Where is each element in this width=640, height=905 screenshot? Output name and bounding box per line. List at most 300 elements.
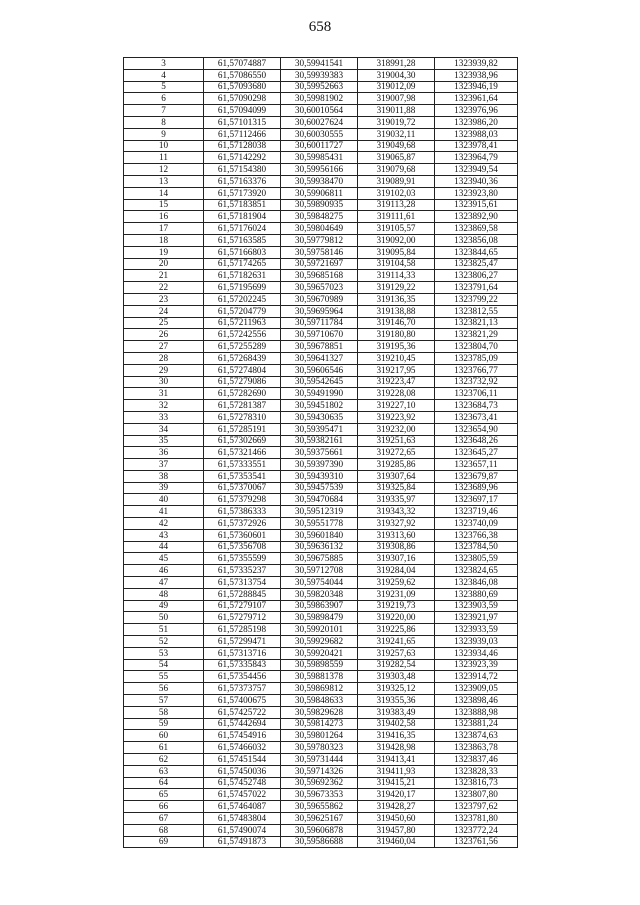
point-number-cell: 37 (124, 459, 204, 471)
y-coordinate-cell: 1323949,54 (435, 164, 518, 176)
point-number-cell: 41 (124, 506, 204, 518)
longitude-cell: 30,59695964 (281, 305, 358, 317)
y-coordinate-cell: 1323784,50 (435, 541, 518, 553)
point-number-cell: 38 (124, 470, 204, 482)
y-coordinate-cell: 1323673,41 (435, 411, 518, 423)
y-coordinate-cell: 1323684,73 (435, 400, 518, 412)
x-coordinate-cell: 319416,35 (358, 730, 435, 742)
y-coordinate-cell: 1323946,19 (435, 81, 518, 93)
y-coordinate-cell: 1323797,62 (435, 801, 518, 813)
longitude-cell: 30,59670989 (281, 293, 358, 305)
point-number-cell: 15 (124, 199, 204, 211)
x-coordinate-cell: 319411,93 (358, 765, 435, 777)
longitude-cell: 30,59542645 (281, 376, 358, 388)
x-coordinate-cell: 319313,60 (358, 529, 435, 541)
table-row (124, 494, 518, 506)
y-coordinate-cell: 1323799,22 (435, 293, 518, 305)
longitude-cell: 30,59848633 (281, 695, 358, 707)
x-coordinate-cell: 319415,21 (358, 777, 435, 789)
latitude-cell: 61,57299471 (204, 636, 281, 648)
point-number-cell: 66 (124, 801, 204, 813)
y-coordinate-cell: 1323804,70 (435, 341, 518, 353)
latitude-cell: 61,57400675 (204, 695, 281, 707)
point-number-cell: 57 (124, 695, 204, 707)
point-number-cell: 18 (124, 234, 204, 246)
longitude-cell: 30,59952663 (281, 81, 358, 93)
y-coordinate-cell: 1323880,69 (435, 588, 518, 600)
longitude-cell: 30,59890935 (281, 199, 358, 211)
y-coordinate-cell: 1323939,82 (435, 58, 518, 70)
y-coordinate-cell: 1323978,41 (435, 140, 518, 152)
latitude-cell: 61,57425722 (204, 706, 281, 718)
table-row (124, 317, 518, 329)
point-number-cell: 65 (124, 789, 204, 801)
longitude-cell: 30,59956166 (281, 164, 358, 176)
table-row (124, 341, 518, 353)
longitude-cell: 30,59375661 (281, 447, 358, 459)
latitude-cell: 61,57166803 (204, 246, 281, 258)
table-row (124, 69, 518, 81)
longitude-cell: 30,59397390 (281, 459, 358, 471)
table-row (124, 105, 518, 117)
table-row (124, 659, 518, 671)
latitude-cell: 61,57128038 (204, 140, 281, 152)
latitude-cell: 61,57204779 (204, 305, 281, 317)
longitude-cell: 30,59395471 (281, 423, 358, 435)
latitude-cell: 61,57093680 (204, 81, 281, 93)
table-row (124, 388, 518, 400)
table-row (124, 482, 518, 494)
point-number-cell: 23 (124, 293, 204, 305)
x-coordinate-cell: 319343,32 (358, 506, 435, 518)
x-coordinate-cell: 319231,09 (358, 588, 435, 600)
point-number-cell: 67 (124, 813, 204, 825)
longitude-cell: 30,59625167 (281, 813, 358, 825)
point-number-cell: 28 (124, 352, 204, 364)
longitude-cell: 30,59898559 (281, 659, 358, 671)
latitude-cell: 61,57279107 (204, 600, 281, 612)
latitude-cell: 61,57181904 (204, 211, 281, 223)
table-row (124, 695, 518, 707)
longitude-cell: 30,59712708 (281, 565, 358, 577)
latitude-cell: 61,57154380 (204, 164, 281, 176)
table-row (124, 730, 518, 742)
longitude-cell: 30,59512319 (281, 506, 358, 518)
latitude-cell: 61,57086550 (204, 69, 281, 81)
y-coordinate-cell: 1323807,80 (435, 789, 518, 801)
table-row (124, 152, 518, 164)
latitude-cell: 61,57457022 (204, 789, 281, 801)
x-coordinate-cell: 319272,65 (358, 447, 435, 459)
point-number-cell: 6 (124, 93, 204, 105)
latitude-cell: 61,57094099 (204, 105, 281, 117)
table-row (124, 459, 518, 471)
longitude-cell: 30,59920421 (281, 647, 358, 659)
x-coordinate-cell: 319105,57 (358, 223, 435, 235)
y-coordinate-cell: 1323806,27 (435, 270, 518, 282)
latitude-cell: 61,57142292 (204, 152, 281, 164)
y-coordinate-cell: 1323914,72 (435, 671, 518, 683)
latitude-cell: 61,57173920 (204, 187, 281, 199)
longitude-cell: 30,59941541 (281, 58, 358, 70)
y-coordinate-cell: 1323732,92 (435, 376, 518, 388)
point-number-cell: 14 (124, 187, 204, 199)
x-coordinate-cell: 319104,58 (358, 258, 435, 270)
table-row (124, 518, 518, 530)
longitude-cell: 30,59754044 (281, 577, 358, 589)
latitude-cell: 61,57174265 (204, 258, 281, 270)
x-coordinate-cell: 319089,91 (358, 175, 435, 187)
longitude-cell: 30,60030555 (281, 128, 358, 140)
x-coordinate-cell: 319217,95 (358, 364, 435, 376)
point-number-cell: 49 (124, 600, 204, 612)
longitude-cell: 30,59721697 (281, 258, 358, 270)
point-number-cell: 59 (124, 718, 204, 730)
point-number-cell: 39 (124, 482, 204, 494)
point-number-cell: 36 (124, 447, 204, 459)
latitude-cell: 61,57442694 (204, 718, 281, 730)
latitude-cell: 61,57202245 (204, 293, 281, 305)
latitude-cell: 61,57313716 (204, 647, 281, 659)
longitude-cell: 30,59711784 (281, 317, 358, 329)
table-row (124, 577, 518, 589)
x-coordinate-cell: 319420,17 (358, 789, 435, 801)
point-number-cell: 33 (124, 411, 204, 423)
x-coordinate-cell: 318991,28 (358, 58, 435, 70)
longitude-cell: 30,59881378 (281, 671, 358, 683)
y-coordinate-cell: 1323986,20 (435, 116, 518, 128)
point-number-cell: 12 (124, 164, 204, 176)
longitude-cell: 30,59586688 (281, 836, 358, 848)
table-row (124, 293, 518, 305)
latitude-cell: 61,57163585 (204, 234, 281, 246)
latitude-cell: 61,57466032 (204, 742, 281, 754)
longitude-cell: 30,59938470 (281, 175, 358, 187)
x-coordinate-cell: 319227,10 (358, 400, 435, 412)
point-number-cell: 20 (124, 258, 204, 270)
table-row (124, 223, 518, 235)
latitude-cell: 61,57313754 (204, 577, 281, 589)
table-row (124, 81, 518, 93)
table-row (124, 624, 518, 636)
latitude-cell: 61,57379298 (204, 494, 281, 506)
longitude-cell: 30,59606878 (281, 824, 358, 836)
latitude-cell: 61,57285191 (204, 423, 281, 435)
point-number-cell: 16 (124, 211, 204, 223)
longitude-cell: 30,59820348 (281, 588, 358, 600)
longitude-cell: 30,59685168 (281, 270, 358, 282)
x-coordinate-cell: 319284,04 (358, 565, 435, 577)
latitude-cell: 61,57268439 (204, 352, 281, 364)
y-coordinate-cell: 1323645,27 (435, 447, 518, 459)
y-coordinate-cell: 1323816,73 (435, 777, 518, 789)
longitude-cell: 30,59714326 (281, 765, 358, 777)
latitude-cell: 61,57464087 (204, 801, 281, 813)
longitude-cell: 30,59929682 (281, 636, 358, 648)
table-row (124, 754, 518, 766)
x-coordinate-cell: 319219,73 (358, 600, 435, 612)
point-number-cell: 30 (124, 376, 204, 388)
x-coordinate-cell: 319325,12 (358, 683, 435, 695)
longitude-cell: 30,59451802 (281, 400, 358, 412)
latitude-cell: 61,57386333 (204, 506, 281, 518)
longitude-cell: 30,59906811 (281, 187, 358, 199)
y-coordinate-cell: 1323961,64 (435, 93, 518, 105)
point-number-cell: 11 (124, 152, 204, 164)
longitude-cell: 30,59673353 (281, 789, 358, 801)
x-coordinate-cell: 319355,36 (358, 695, 435, 707)
y-coordinate-cell: 1323791,64 (435, 282, 518, 294)
longitude-cell: 30,59710670 (281, 329, 358, 341)
x-coordinate-cell: 319303,48 (358, 671, 435, 683)
point-number-cell: 62 (124, 754, 204, 766)
x-coordinate-cell: 319428,98 (358, 742, 435, 754)
table-row (124, 258, 518, 270)
table-row (124, 801, 518, 813)
x-coordinate-cell: 319457,80 (358, 824, 435, 836)
table-row (124, 470, 518, 482)
table-row (124, 423, 518, 435)
point-number-cell: 64 (124, 777, 204, 789)
longitude-cell: 30,60010564 (281, 105, 358, 117)
latitude-cell: 61,57355599 (204, 553, 281, 565)
table-row (124, 813, 518, 825)
latitude-cell: 61,57450036 (204, 765, 281, 777)
x-coordinate-cell: 319383,49 (358, 706, 435, 718)
longitude-cell: 30,59731444 (281, 754, 358, 766)
latitude-cell: 61,57451544 (204, 754, 281, 766)
point-number-cell: 8 (124, 116, 204, 128)
x-coordinate-cell: 319335,97 (358, 494, 435, 506)
y-coordinate-cell: 1323766,38 (435, 529, 518, 541)
longitude-cell: 30,59430635 (281, 411, 358, 423)
longitude-cell: 30,59898479 (281, 612, 358, 624)
longitude-cell: 30,59801264 (281, 730, 358, 742)
latitude-cell: 61,57211963 (204, 317, 281, 329)
table-row (124, 541, 518, 553)
table-row (124, 565, 518, 577)
x-coordinate-cell: 319285,86 (358, 459, 435, 471)
table-row (124, 364, 518, 376)
y-coordinate-cell: 1323740,09 (435, 518, 518, 530)
latitude-cell: 61,57490074 (204, 824, 281, 836)
x-coordinate-cell: 319004,30 (358, 69, 435, 81)
y-coordinate-cell: 1323706,11 (435, 388, 518, 400)
point-number-cell: 43 (124, 529, 204, 541)
point-number-cell: 61 (124, 742, 204, 754)
table-row (124, 140, 518, 152)
point-number-cell: 53 (124, 647, 204, 659)
y-coordinate-cell: 1323923,80 (435, 187, 518, 199)
x-coordinate-cell: 319079,68 (358, 164, 435, 176)
y-coordinate-cell: 1323821,13 (435, 317, 518, 329)
longitude-cell: 30,59601840 (281, 529, 358, 541)
longitude-cell: 30,59382161 (281, 435, 358, 447)
point-number-cell: 47 (124, 577, 204, 589)
point-number-cell: 3 (124, 58, 204, 70)
longitude-cell: 30,59491990 (281, 388, 358, 400)
table-row (124, 376, 518, 388)
y-coordinate-cell: 1323697,17 (435, 494, 518, 506)
point-number-cell: 60 (124, 730, 204, 742)
latitude-cell: 61,57112466 (204, 128, 281, 140)
x-coordinate-cell: 319092,00 (358, 234, 435, 246)
x-coordinate-cell: 319114,33 (358, 270, 435, 282)
table-row (124, 777, 518, 789)
point-number-cell: 42 (124, 518, 204, 530)
latitude-cell: 61,57333551 (204, 459, 281, 471)
y-coordinate-cell: 1323772,24 (435, 824, 518, 836)
x-coordinate-cell: 319450,60 (358, 813, 435, 825)
point-number-cell: 19 (124, 246, 204, 258)
latitude-cell: 61,57195699 (204, 282, 281, 294)
table-row (124, 789, 518, 801)
table-row (124, 671, 518, 683)
y-coordinate-cell: 1323805,59 (435, 553, 518, 565)
table-row (124, 199, 518, 211)
point-number-cell: 9 (124, 128, 204, 140)
latitude-cell: 61,57335237 (204, 565, 281, 577)
point-number-cell: 58 (124, 706, 204, 718)
x-coordinate-cell: 319210,45 (358, 352, 435, 364)
x-coordinate-cell: 319327,92 (358, 518, 435, 530)
y-coordinate-cell: 1323888,98 (435, 706, 518, 718)
point-number-cell: 69 (124, 836, 204, 848)
x-coordinate-cell: 319095,84 (358, 246, 435, 258)
table-row (124, 506, 518, 518)
x-coordinate-cell: 319019,72 (358, 116, 435, 128)
x-coordinate-cell: 319428,27 (358, 801, 435, 813)
x-coordinate-cell: 319307,64 (358, 470, 435, 482)
latitude-cell: 61,57101315 (204, 116, 281, 128)
table-row (124, 305, 518, 317)
point-number-cell: 40 (124, 494, 204, 506)
latitude-cell: 61,57483804 (204, 813, 281, 825)
longitude-cell: 30,59657023 (281, 282, 358, 294)
coordinates-table (123, 57, 518, 848)
x-coordinate-cell: 319225,86 (358, 624, 435, 636)
x-coordinate-cell: 319308,86 (358, 541, 435, 553)
y-coordinate-cell: 1323719,46 (435, 506, 518, 518)
latitude-cell: 61,57321466 (204, 447, 281, 459)
table-row (124, 636, 518, 648)
table-row (124, 187, 518, 199)
x-coordinate-cell: 319138,88 (358, 305, 435, 317)
table-row (124, 647, 518, 659)
longitude-cell: 30,59780323 (281, 742, 358, 754)
table-row (124, 447, 518, 459)
y-coordinate-cell: 1323892,90 (435, 211, 518, 223)
table-row (124, 164, 518, 176)
longitude-cell: 30,59439310 (281, 470, 358, 482)
latitude-cell: 61,57183851 (204, 199, 281, 211)
x-coordinate-cell: 319282,54 (358, 659, 435, 671)
y-coordinate-cell: 1323856,08 (435, 234, 518, 246)
longitude-cell: 30,59675885 (281, 553, 358, 565)
y-coordinate-cell: 1323689,96 (435, 482, 518, 494)
x-coordinate-cell: 319257,63 (358, 647, 435, 659)
x-coordinate-cell: 319180,80 (358, 329, 435, 341)
point-number-cell: 56 (124, 683, 204, 695)
point-number-cell: 25 (124, 317, 204, 329)
x-coordinate-cell: 319129,22 (358, 282, 435, 294)
longitude-cell: 30,59457539 (281, 482, 358, 494)
x-coordinate-cell: 319307,16 (358, 553, 435, 565)
y-coordinate-cell: 1323898,46 (435, 695, 518, 707)
table-row (124, 836, 518, 848)
x-coordinate-cell: 319113,28 (358, 199, 435, 211)
latitude-cell: 61,57302669 (204, 435, 281, 447)
y-coordinate-cell: 1323976,96 (435, 105, 518, 117)
y-coordinate-cell: 1323825,47 (435, 258, 518, 270)
table-row (124, 824, 518, 836)
y-coordinate-cell: 1323933,59 (435, 624, 518, 636)
table-row (124, 282, 518, 294)
y-coordinate-cell: 1323812,55 (435, 305, 518, 317)
y-coordinate-cell: 1323903,59 (435, 600, 518, 612)
point-number-cell: 55 (124, 671, 204, 683)
x-coordinate-cell: 319146,70 (358, 317, 435, 329)
table-row (124, 718, 518, 730)
table-row (124, 234, 518, 246)
longitude-cell: 30,59758146 (281, 246, 358, 258)
y-coordinate-cell: 1323881,24 (435, 718, 518, 730)
longitude-cell: 30,59804649 (281, 223, 358, 235)
latitude-cell: 61,57279086 (204, 376, 281, 388)
longitude-cell: 30,59678851 (281, 341, 358, 353)
table-row (124, 128, 518, 140)
table-row (124, 58, 518, 70)
point-number-cell: 5 (124, 81, 204, 93)
latitude-cell: 61,57452748 (204, 777, 281, 789)
x-coordinate-cell: 319136,35 (358, 293, 435, 305)
latitude-cell: 61,57176024 (204, 223, 281, 235)
latitude-cell: 61,57279712 (204, 612, 281, 624)
y-coordinate-cell: 1323869,58 (435, 223, 518, 235)
longitude-cell: 30,59606546 (281, 364, 358, 376)
table-row (124, 211, 518, 223)
x-coordinate-cell: 319460,04 (358, 836, 435, 848)
y-coordinate-cell: 1323824,65 (435, 565, 518, 577)
y-coordinate-cell: 1323940,36 (435, 175, 518, 187)
point-number-cell: 31 (124, 388, 204, 400)
longitude-cell: 30,59829628 (281, 706, 358, 718)
longitude-cell: 30,59869812 (281, 683, 358, 695)
longitude-cell: 30,59692362 (281, 777, 358, 789)
point-number-cell: 32 (124, 400, 204, 412)
point-number-cell: 17 (124, 223, 204, 235)
point-number-cell: 26 (124, 329, 204, 341)
longitude-cell: 30,59641327 (281, 352, 358, 364)
x-coordinate-cell: 319413,41 (358, 754, 435, 766)
longitude-cell: 30,59551778 (281, 518, 358, 530)
point-number-cell: 34 (124, 423, 204, 435)
latitude-cell: 61,57370067 (204, 482, 281, 494)
table-row (124, 175, 518, 187)
table-row (124, 246, 518, 258)
x-coordinate-cell: 319259,62 (358, 577, 435, 589)
longitude-cell: 30,59470684 (281, 494, 358, 506)
table-row (124, 742, 518, 754)
latitude-cell: 61,57281387 (204, 400, 281, 412)
point-number-cell: 10 (124, 140, 204, 152)
x-coordinate-cell: 319325,84 (358, 482, 435, 494)
y-coordinate-cell: 1323846,08 (435, 577, 518, 589)
point-number-cell: 50 (124, 612, 204, 624)
point-number-cell: 21 (124, 270, 204, 282)
point-number-cell: 52 (124, 636, 204, 648)
table-row (124, 352, 518, 364)
